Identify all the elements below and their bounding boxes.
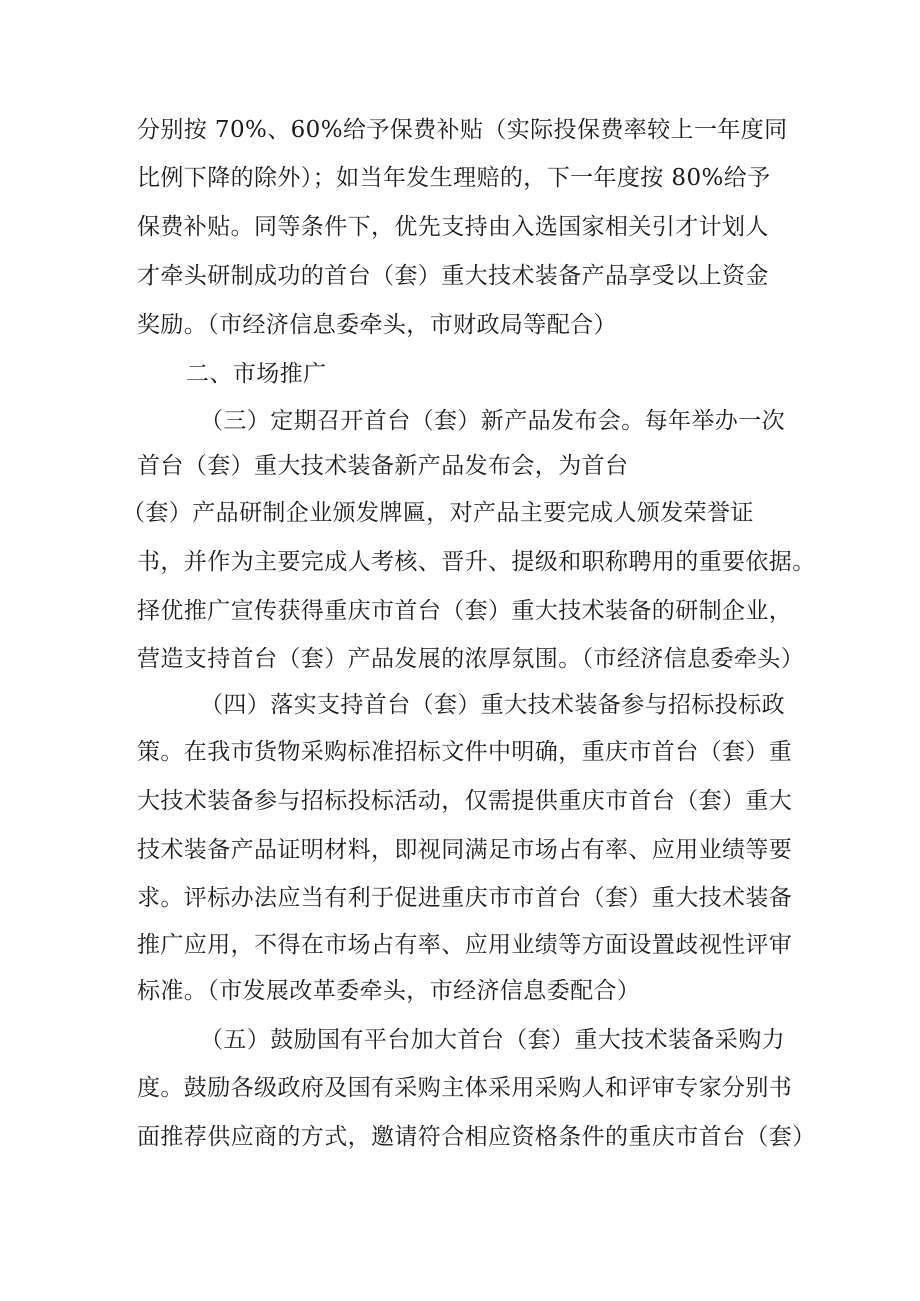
- paragraph-line: 分别按 70%、60%给予保费补贴（实际投保费率较上一年度同: [137, 117, 788, 143]
- paragraph-line: 营造支持首台（套）产品发展的浓厚氛围。（市经济信息委牵头）: [137, 646, 805, 672]
- paragraph-line: （套）产品研制企业颁发牌匾，对产品主要完成人颁发荣誉证: [122, 500, 754, 526]
- paragraph-line: 保费补贴。同等条件下，优先支持由入选国家相关引才计划人: [137, 214, 769, 240]
- section-heading: 二、市场推广: [186, 361, 327, 387]
- paragraph-line: 标准。（市发展改革委牵头，市经济信息委配合）: [137, 978, 641, 1004]
- paragraph-line: （四）落实支持首台（套）重大技术装备参与招标投标政: [200, 692, 785, 718]
- paragraph-line: 奖励。（市经济信息委牵头，市财政局等配合）: [137, 312, 617, 338]
- paragraph-line: 首台（套）重大技术装备新产品发布会，为首台: [137, 453, 629, 479]
- paragraph-line: （五）鼓励国有平台加大首台（套）重大技术装备采购力: [200, 1027, 785, 1053]
- paragraph-line: 择优推广宣传获得重庆市首台（套）重大技术装备的研制企业，: [137, 598, 793, 624]
- paragraph-line: 面推荐供应商的方式，邀请符合相应资格条件的重庆市首台（套）: [137, 1124, 816, 1150]
- paragraph-line: 度。鼓励各级政府及国有采购主体采用采购人和评审专家分别书: [137, 1075, 793, 1101]
- paragraph-line: 求。评标办法应当有利于促进重庆市市首台（套）重大技术装备: [137, 885, 793, 911]
- paragraph-line: 推广应用，不得在市场占有率、应用业绩等方面设置歧视性评审: [137, 932, 793, 958]
- paragraph-line: 策。在我市货物采购标准招标文件中明确，重庆市首台（套）重: [137, 739, 793, 765]
- paragraph-line: （三）定期召开首台（套）新产品发布会。每年举办一次: [200, 408, 785, 434]
- paragraph-line: 比例下降的除外）；如当年发生理赔的，下一年度按 80%给予: [137, 165, 771, 191]
- paragraph-line: 大技术装备参与招标投标活动，仅需提供重庆市首台（套）重大: [137, 788, 793, 814]
- paragraph-line: 才牵头研制成功的首台（套）重大技术装备产品享受以上资金: [137, 263, 769, 289]
- paragraph-line: 技术装备产品证明材料，即视同满足市场占有率、应用业绩等要: [137, 837, 793, 863]
- paragraph-line: 书，并作为主要完成人考核、晋升、提级和职称聘用的重要依据。: [137, 549, 816, 575]
